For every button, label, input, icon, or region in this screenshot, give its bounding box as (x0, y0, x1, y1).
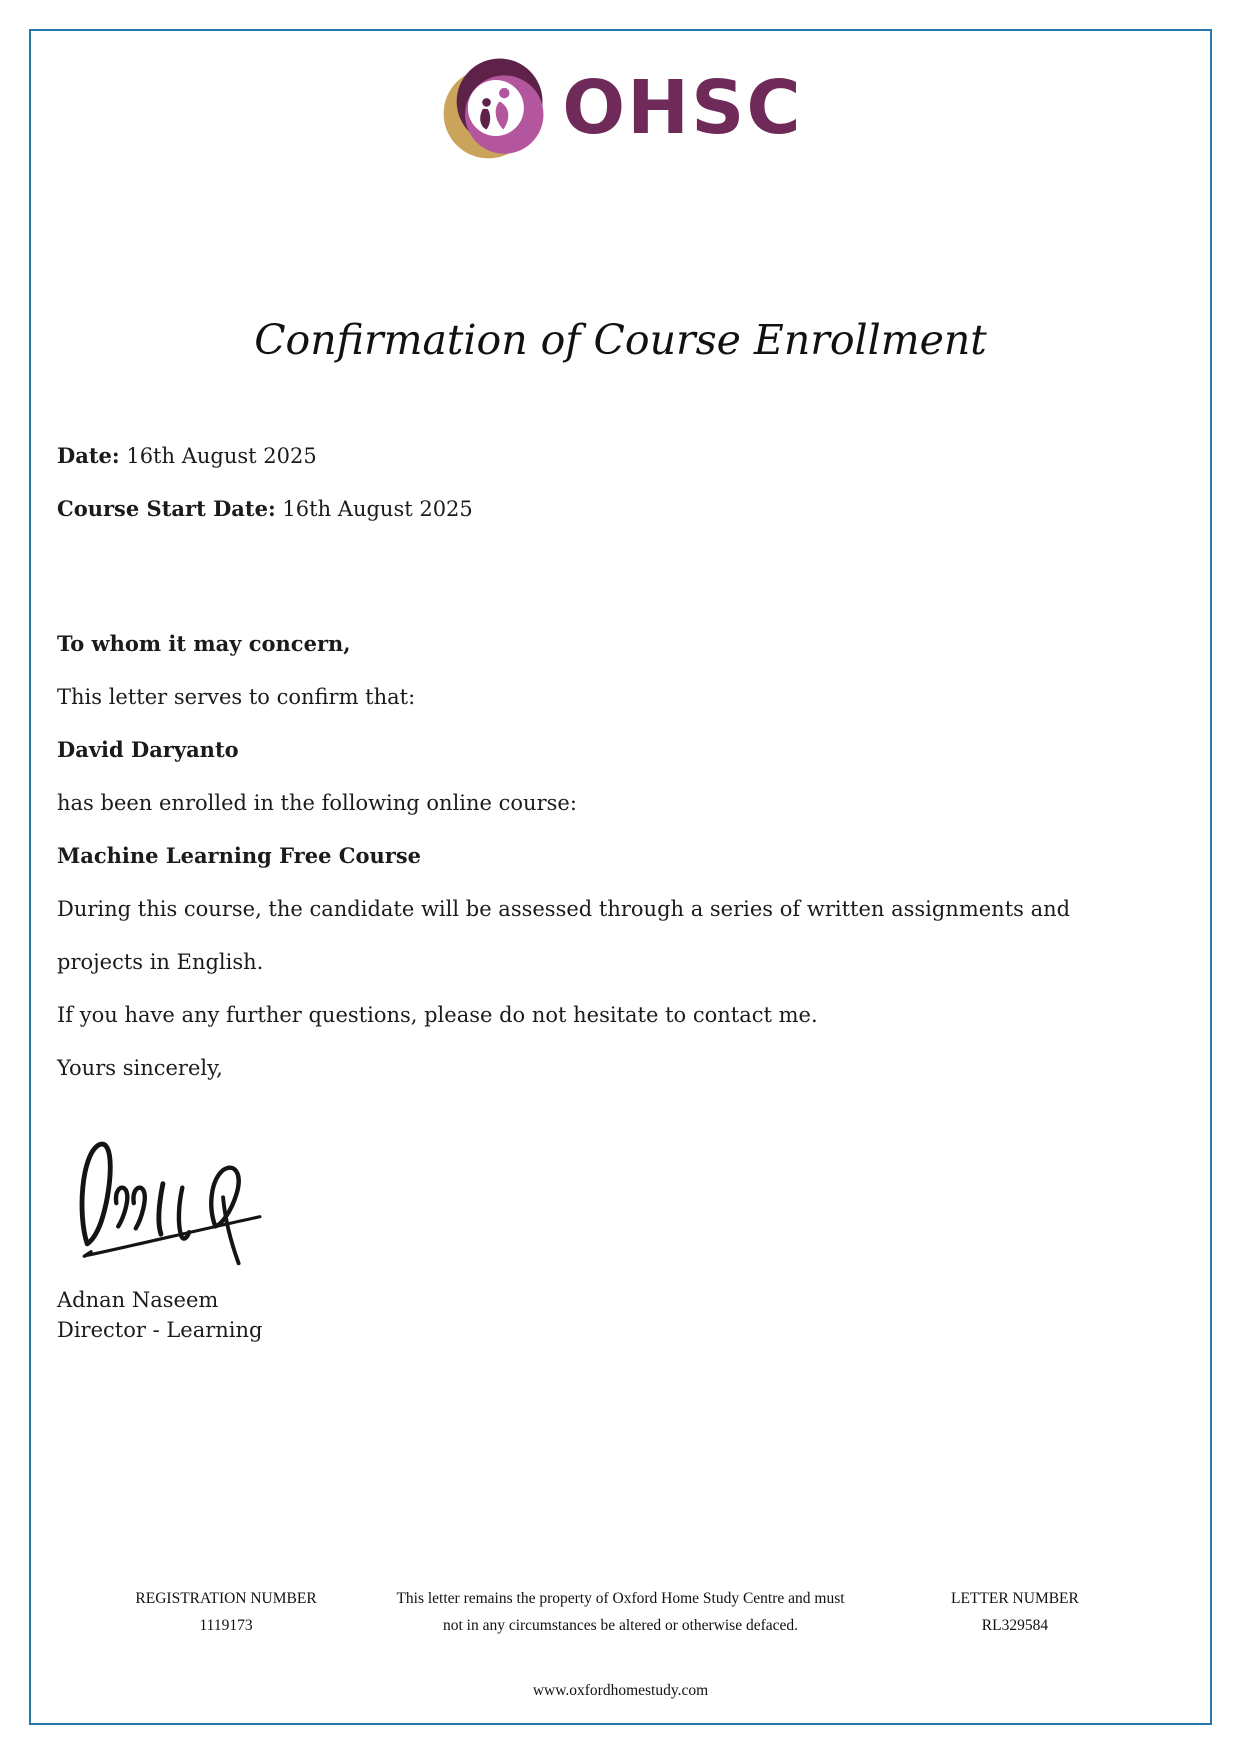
ohsc-logo (0, 52, 1241, 164)
date-label: Date: (57, 443, 120, 468)
signature-image (69, 1108, 284, 1273)
registration-number-value: 1119173 (199, 1617, 253, 1634)
date-line (57, 443, 1184, 469)
signer-name: Adnan Naseem (57, 1288, 219, 1312)
ohsc-logo-text: OHSC (562, 65, 803, 151)
course-name: Machine Learning Free Course (57, 843, 422, 868)
date-value: 16th August 2025 (126, 444, 317, 468)
property-notice-line-1: This letter remains the property of Oxford Home Study Centre and must (396, 1590, 845, 1607)
letter-footer (57, 1585, 1184, 1639)
website-url: www.oxfordhomestudy.com (532, 1682, 709, 1699)
confirm-line: This letter serves to confirm that: (57, 685, 416, 709)
course-start-date-line (57, 496, 1184, 522)
letter-body (57, 443, 1184, 1345)
signer-block (57, 1285, 1184, 1345)
assessment-line-1: During this course, the candidate will be assessed through a series of written assignments and (57, 897, 1071, 921)
property-notice-line-2: not in any circumstances be altered or otherwise defaced. (442, 1617, 799, 1634)
course-start-date-value: 16th August 2025 (282, 497, 473, 521)
questions-line: If you have any further questions, please do not hesitate to contact me. (57, 1003, 818, 1027)
registration-number-label: REGISTRATION NUMBER (135, 1590, 317, 1607)
enrolled-line: has been enrolled in the following online course: (57, 791, 577, 815)
course-start-date-label: Course Start Date: (57, 496, 276, 521)
letter-number-label: LETTER NUMBER (951, 1590, 1079, 1607)
letter-title: Confirmation of Course Enrollment (254, 316, 987, 364)
salutation: To whom it may concern, (57, 631, 351, 656)
closing-line: Yours sincerely, (57, 1056, 223, 1080)
signer-title: Director - Learning (57, 1318, 263, 1342)
ohsc-swirl-icon (438, 52, 550, 164)
registration-number-block (57, 1585, 395, 1639)
letter-number-value: RL329584 (981, 1617, 1049, 1634)
assessment-line-2: projects in English. (57, 950, 264, 974)
letter-number-block (846, 1585, 1184, 1639)
property-notice-block (395, 1585, 846, 1639)
student-name: David Daryanto (57, 737, 239, 762)
